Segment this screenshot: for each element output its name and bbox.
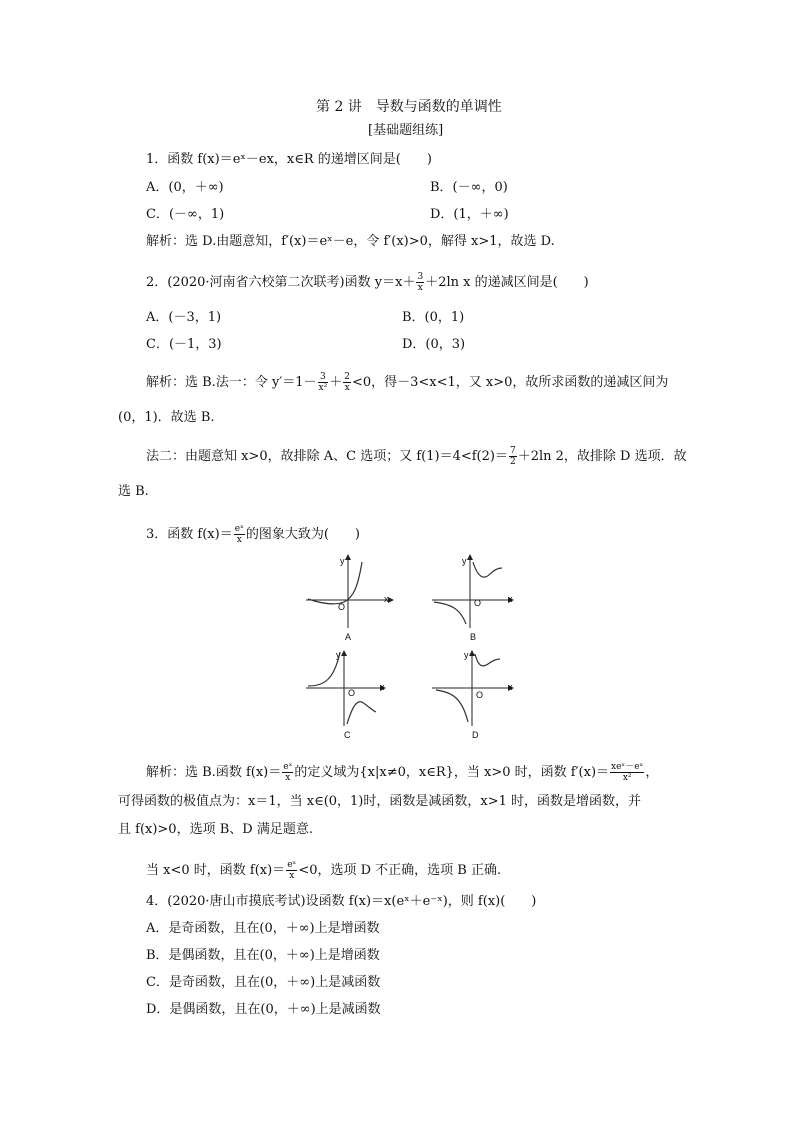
q3-frac-num: eˣ bbox=[234, 524, 244, 534]
q2-fraction bbox=[416, 272, 424, 293]
q3-a-fraction1 bbox=[282, 762, 293, 783]
graph-a-curve bbox=[308, 562, 362, 604]
q2-a2-frac-den: 2 bbox=[509, 457, 516, 467]
q2-a2-frac-num: 7 bbox=[509, 446, 516, 456]
q3-a4-frac-den: x bbox=[289, 871, 295, 881]
graph-c-label: C bbox=[344, 730, 351, 740]
q3-analysis-line4 bbox=[146, 860, 501, 881]
q3-analysis-line3: 且 f(x)>0，选项 B、D 满足题意. bbox=[118, 822, 313, 837]
q2-stem bbox=[146, 272, 589, 293]
graph-b-left-branch bbox=[434, 602, 466, 624]
graph-d bbox=[428, 648, 528, 728]
q2-a1-fraction2 bbox=[343, 372, 351, 393]
graph-b-y-label: y bbox=[462, 556, 467, 566]
graph-b-right-branch bbox=[473, 562, 502, 577]
graph-b-x-label: x bbox=[508, 594, 513, 604]
q3-a4-suffix: <0，选项 D 不正确，选项 B 正确. bbox=[298, 863, 502, 878]
graph-d-label: D bbox=[472, 730, 479, 740]
q4-option-a: A．是奇函数，且在(0，＋∞)上是增函数 bbox=[146, 921, 380, 936]
q2-a1-frac1-den: x² bbox=[318, 383, 328, 393]
graph-c-y-label: y bbox=[336, 650, 341, 660]
q3-frac-den: x bbox=[236, 535, 242, 545]
q2-a1-fraction1 bbox=[318, 372, 329, 393]
q4-option-b: B．是偶函数，且在(0，＋∞)上是增函数 bbox=[146, 948, 380, 963]
page-title: 第 2 讲 导数与函数的单调性 bbox=[316, 99, 502, 115]
q3-a-end: ， bbox=[645, 765, 659, 780]
q3-a-mid: 的定义域为{x|x≠0，x∈R}，当 x>0 时，函数 f′(x)＝ bbox=[294, 765, 610, 780]
q3-stem bbox=[146, 524, 360, 545]
graph-b bbox=[428, 550, 528, 630]
q1-option-d: D．(1，＋∞) bbox=[430, 207, 509, 222]
graph-a-origin: O bbox=[338, 602, 346, 612]
q2-a1-plus: ＋ bbox=[329, 375, 343, 390]
q2-a1-frac2-den: x bbox=[344, 383, 350, 393]
q3-a-prefix: 解析：选 B.函数 f(x)＝ bbox=[146, 765, 282, 780]
q1-option-c: C．(－∞，1) bbox=[146, 207, 225, 222]
q1-analysis: 解析：选 D.由题意知，f′(x)＝eˣ－e，令 f′(x)>0，解得 x>1，故选 D. bbox=[146, 234, 555, 249]
q1-stem: 1．函数 f(x)＝eˣ－ex，x∈R 的递增区间是( ) bbox=[146, 152, 432, 167]
q2-frac-num: 3 bbox=[417, 272, 424, 282]
q3-stem-prefix: 3．函数 f(x)＝ bbox=[146, 527, 233, 542]
q2-method2-line2: 选 B. bbox=[118, 484, 149, 499]
graph-c-x-label: x bbox=[380, 682, 385, 692]
q2-option-c: C．(－1，3) bbox=[146, 337, 222, 352]
q3-stem-suffix: 的图象大致为( ) bbox=[245, 527, 360, 542]
q3-a-fraction2 bbox=[610, 762, 644, 783]
q2-option-b: B．(0，1) bbox=[402, 310, 465, 325]
graph-c-right-branch bbox=[347, 702, 376, 724]
q2-a2-fraction bbox=[509, 446, 517, 467]
q2-a1-prefix: 解析：选 B.法一：令 y′＝1－ bbox=[146, 375, 317, 390]
q2-stem-prefix: 2．(2020·河南省六校第二次联考)函数 y＝x＋ bbox=[146, 275, 416, 290]
q3-fraction bbox=[234, 524, 245, 545]
q2-frac-den: x bbox=[417, 283, 423, 293]
q4-option-d: D．是偶函数，且在(0，＋∞)上是减函数 bbox=[146, 1002, 381, 1017]
q3-a-frac-num: eˣ bbox=[283, 762, 293, 772]
q2-a1-suffix: <0，得－3<x<1，又 x>0，故所求函数的递减区间为 bbox=[351, 375, 669, 390]
q2-a1-frac1-num: 3 bbox=[318, 372, 329, 383]
graph-a-y-arrow bbox=[345, 554, 351, 560]
graph-a bbox=[300, 550, 400, 630]
graph-d-left-branch bbox=[436, 690, 468, 722]
q3-a4-fraction bbox=[286, 860, 297, 881]
q1-option-a: A．(0，＋∞) bbox=[146, 180, 224, 195]
graph-d-right-branch bbox=[475, 654, 500, 666]
graph-b-label: B bbox=[470, 632, 477, 642]
q3-a4-frac-num: eˣ bbox=[287, 860, 297, 870]
graph-a-y-label: y bbox=[340, 556, 345, 566]
graph-b-origin: O bbox=[474, 598, 482, 608]
q4-option-c: C．是奇函数，且在(0，＋∞)上是减函数 bbox=[146, 975, 381, 990]
graph-d-x-label: x bbox=[508, 682, 513, 692]
graph-d-y-label: y bbox=[464, 650, 469, 660]
graph-d-origin: O bbox=[476, 690, 484, 700]
section-subtitle: [基础题组练] bbox=[368, 123, 444, 138]
graph-a-x-label: x bbox=[384, 594, 389, 604]
graph-c-origin: O bbox=[348, 688, 356, 698]
q2-method2-line1 bbox=[146, 446, 687, 467]
q3-analysis-line1 bbox=[146, 762, 658, 783]
q2-a1-frac2-num: 2 bbox=[344, 372, 350, 382]
q2-analysis-line1 bbox=[146, 372, 668, 393]
q3-a-frac2-num: xeˣ－eˣ bbox=[611, 762, 644, 772]
q3-analysis-line2: 可得函数的极值点为：x＝1，当 x∈(0，1)时，函数是减函数，x>1 时，函数是增函数，并 bbox=[118, 794, 642, 809]
q3-a-frac-den: x bbox=[285, 773, 291, 783]
q2-analysis-line2: (0，1)．故选 B. bbox=[118, 410, 215, 425]
graph-b-y-arrow bbox=[467, 554, 473, 560]
q3-a4-prefix: 当 x<0 时，函数 f(x)＝ bbox=[146, 863, 286, 878]
q2-stem-suffix: ＋2ln x 的递减区间是( ) bbox=[425, 275, 589, 290]
q1-option-b: B．(－∞，0) bbox=[430, 180, 508, 195]
q2-option-d: D．(0，3) bbox=[402, 337, 466, 352]
graph-d-y-arrow bbox=[469, 650, 475, 656]
q4-stem: 4．(2020·唐山市摸底考试)设函数 f(x)＝x(eˣ＋e⁻ˣ)，则 f(x)( ) bbox=[146, 894, 537, 909]
q3-a-frac2-den: x² bbox=[622, 773, 632, 783]
q2-option-a: A．(－3，1) bbox=[146, 310, 222, 325]
q2-a2-suffix: ＋2ln 2，故排除 D 选项．故 bbox=[517, 449, 687, 464]
graph-a-label: A bbox=[345, 632, 352, 642]
q2-a2-prefix: 法二：由题意知 x>0，故排除 A、C 选项；又 f(1)＝4<f(2)＝ bbox=[146, 449, 508, 464]
graph-c-y-arrow bbox=[341, 650, 347, 656]
